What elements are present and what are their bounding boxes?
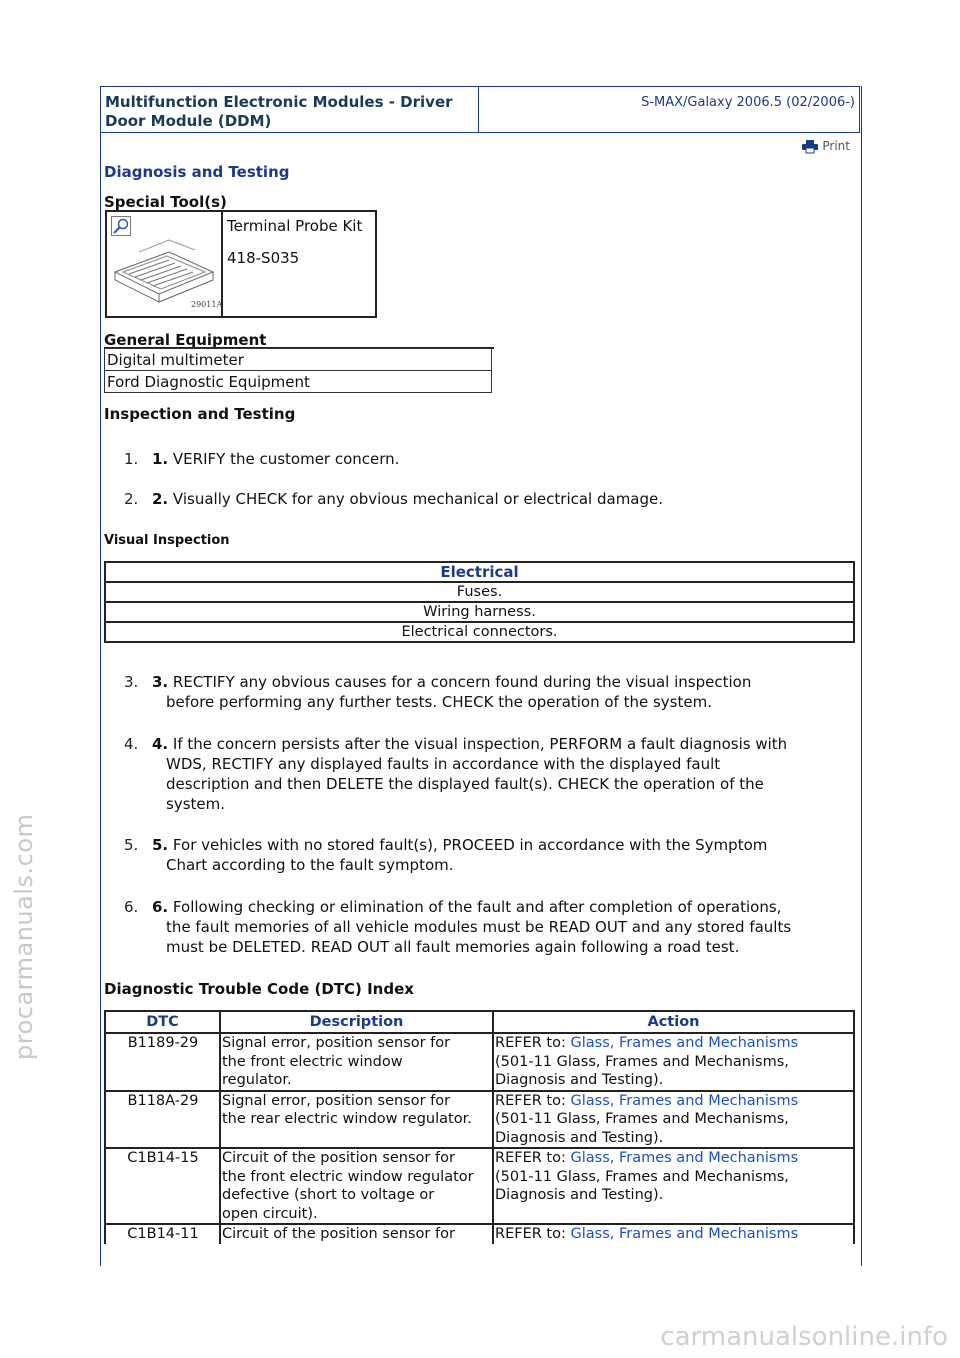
header-title: Multifunction Electronic Modules - Driver Door Module (DDM) (101, 87, 479, 132)
equipment-item: Digital multimeter (105, 349, 492, 371)
equipment-item: Ford Diagnostic Equipment (105, 371, 492, 393)
side-watermark: procarmanuals.com (10, 813, 38, 1060)
section-title: Diagnosis and Testing (104, 163, 290, 181)
glass-frames-link[interactable]: Glass, Frames and Mechanisms (570, 1092, 799, 1109)
document-header (100, 86, 860, 133)
table-row: B118A-29 Signal error, position sensor for the rear electric window regulator. REFER to: Glass, Frames and Mechanisms (501-11 Glass, Frames and Mechanisms, Diagnosis and Testing). (105, 1091, 854, 1149)
special-tools-heading: Special Tool(s) (104, 193, 227, 211)
equipment-table (104, 348, 492, 393)
dtc-table (104, 1010, 855, 1244)
tool-details (223, 212, 362, 316)
printer-icon (802, 140, 818, 153)
tool-image[interactable] (107, 212, 223, 316)
list-item: 2. 2. Visually CHECK for any obvious mechanical or electrical damage. (124, 490, 664, 508)
column-header: Action (493, 1011, 854, 1033)
glass-frames-link[interactable]: Glass, Frames and Mechanisms (570, 1150, 799, 1166)
print-label: Print (822, 139, 850, 153)
glass-frames-link[interactable]: Glass, Frames and Mechanisms (570, 1226, 799, 1242)
tool-name: Terminal Probe Kit (227, 217, 363, 235)
tool-code: 418-S035 (227, 249, 300, 267)
list-item: 3. 3. RECTIFY any obvious causes for a concern found during the visual inspection before performing any further tests. CHECK the operation of the system. (124, 673, 752, 711)
svg-text:29011A: 29011A (191, 300, 223, 309)
visual-inspection-table (104, 561, 855, 643)
header-model: S-MAX/Galaxy 2006.5 (02/2006-) (641, 95, 855, 110)
table-row (105, 371, 492, 393)
list-item: 1. 1. VERIFY the customer concern. (124, 450, 400, 468)
visual-inspection-heading: Visual Inspection (104, 533, 230, 548)
print-button[interactable] (802, 139, 850, 153)
table-row (105, 349, 492, 371)
list-item: 5. 5. For vehicles with no stored fault(s), PROCEED in accordance with the Symptom Chart according to the fault symptom. (124, 836, 768, 874)
table-row: C1B14-11 Circuit of the position sensor for REFER to: Glass, Frames and Mechanisms (105, 1224, 854, 1244)
list-item: 6. 6. Following checking or elimination of the fault and after completion of operations, the fault memories of all vehicle modules must be READ OUT and any stored faults must be DELETED. READ OUT all fault memories again following a road test. (124, 898, 792, 956)
glass-frames-link[interactable]: Glass, Frames and Mechanisms (570, 1035, 799, 1051)
column-header: Description (220, 1011, 493, 1033)
column-header: Electrical (105, 562, 854, 582)
general-equipment-heading: General Equipment (104, 331, 267, 349)
special-tool-box (105, 210, 377, 318)
table-row: Wiring harness. (105, 602, 854, 622)
table-row: C1B14-15 Circuit of the position sensor for the front electric window regulator defective (short to voltage or open circuit). REFER to: Glass, Frames and Mechanisms (501-11 Glass, Frames and Mechanisms, Diagnosis and Testing). (105, 1148, 854, 1224)
table-row: B1189-29 Signal error, position sensor for the front electric window regulator. REFER to: Glass, Frames and Mechanisms (501-11 Glass, Frames and Mechanisms, Diagnosis and Testing). (105, 1033, 854, 1091)
bottom-watermark: carmanualsonline.info (660, 1322, 948, 1352)
column-header: DTC (105, 1011, 220, 1033)
list-item: 4. 4. If the concern persists after the visual inspection, PERFORM a fault diagnosis with WDS, RECTIFY any displayed faults in accordance with the displayed fault description and then DELETE the displayed fault(s). CHECK the operation of the system. (124, 735, 788, 813)
probe-kit-illustration (109, 232, 223, 312)
inspection-heading: Inspection and Testing (104, 405, 296, 423)
table-row: Fuses. (105, 582, 854, 602)
table-row: Electrical connectors. (105, 622, 854, 642)
dtc-heading: Diagnostic Trouble Code (DTC) Index (104, 980, 414, 998)
